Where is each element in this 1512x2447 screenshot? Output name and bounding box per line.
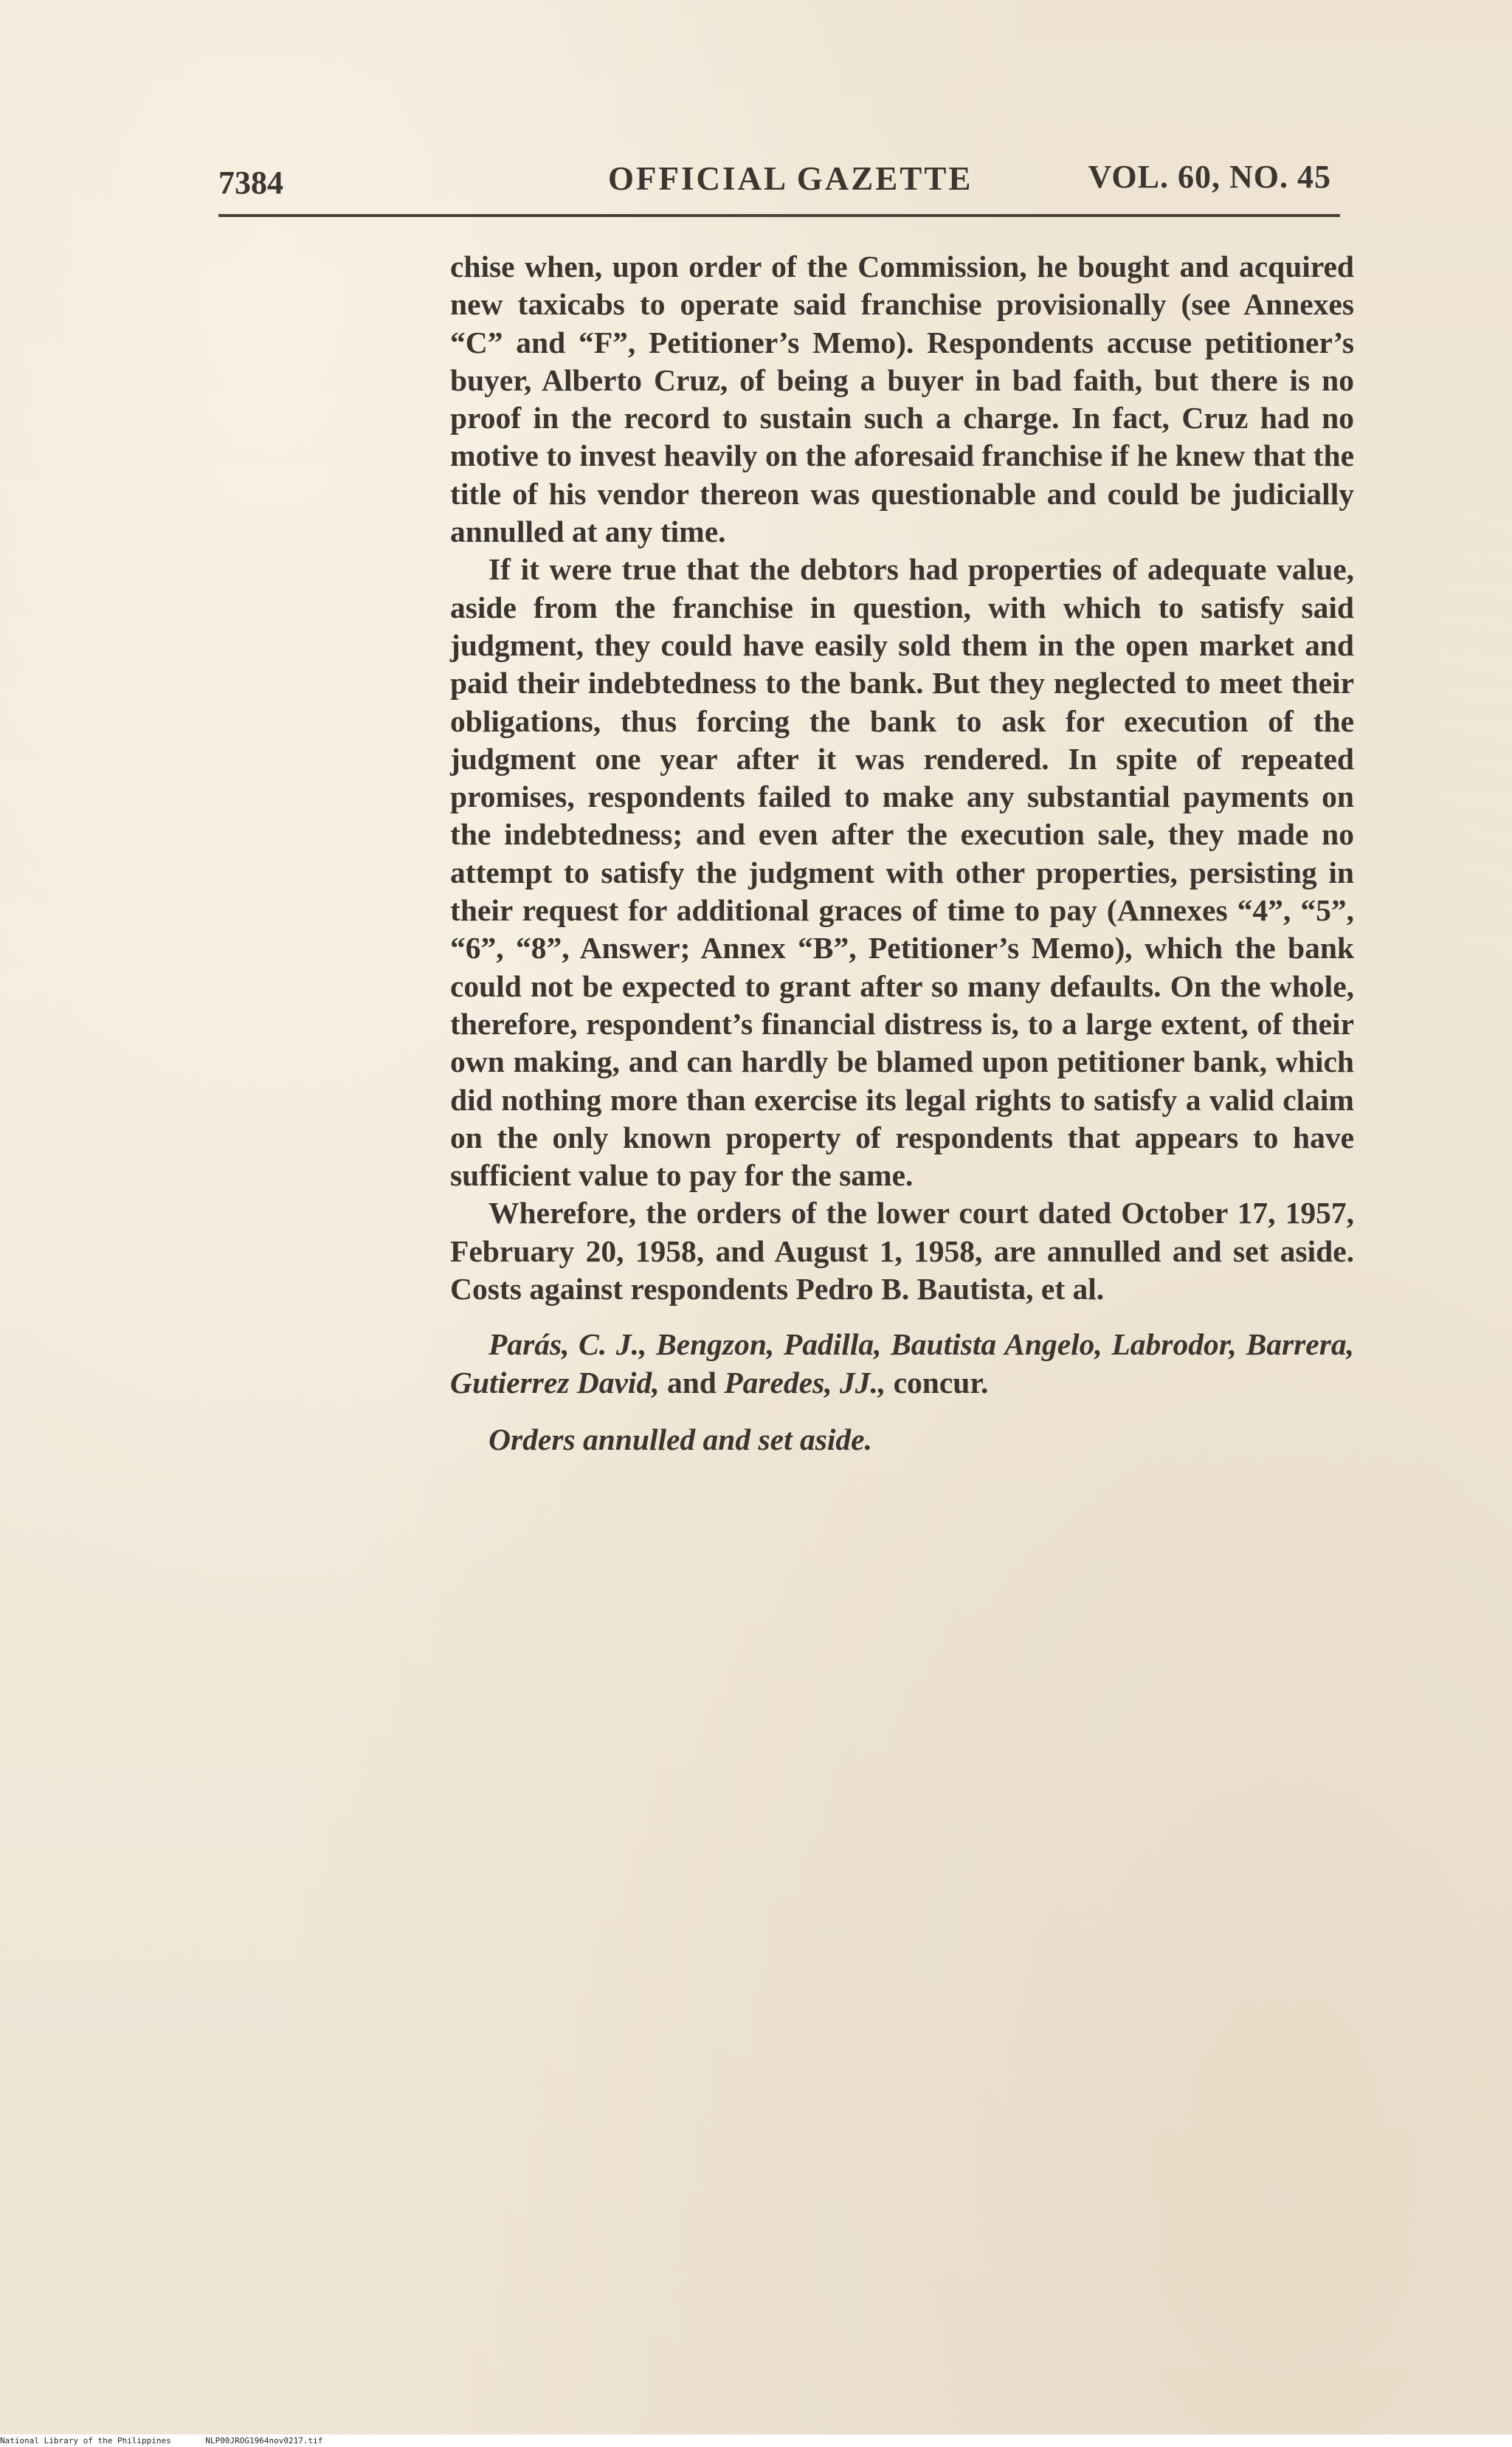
justices-and: and [666,1365,717,1400]
disposition: Orders annulled and set aside. [489,1422,872,1456]
publication-title: OFFICIAL GAZETTE [608,160,973,197]
paragraph-wherefore: Wherefore, the orders of the lower court dated October 17, 1957, February 20, 1958, and August 1, 1958, are annulled and set aside. Costs against respondents Pedro B. Bautista, et al. [450,1196,1354,1307]
library-name: National Library of the Philippines [0,2436,171,2446]
file-id: NLP00JROG1964nov0217.tif [205,2436,323,2446]
justices-concur: concur. [893,1365,989,1400]
decision-text [450,248,1354,1459]
justices-names-2: Paredes, JJ., [724,1365,886,1400]
header-rule [218,214,1340,217]
page-number: 7384 [218,165,283,201]
scan-footer [0,2434,1512,2447]
justices-names-1: Parás, C. J., Bengzon, Padilla, Bautista Angelo, Labrodor, Barrera, Gutierrez David, [450,1327,1354,1400]
volume-number: VOL. 60, NO. 45 [1088,159,1331,195]
page-header [218,156,1331,201]
paragraph-debtors: If it were true that the debtors had properties of adequate value, aside from the franchise in question, with which to satisfy said judgment, they could have easily sold them in the open market and paid their indebtedness to the bank. But they neglected to meet their obligations, thus forcing the bank to ask for execution of the judgment one year after it was rendered. In spite of repeated promises, respondents failed to make any substantial payments on the indebtedness; and even after the execution sale, they made no attempt to satisfy the judgment with other properties, persisting in their request for additional graces of time to pay (Annexes “4”, “5”, “6”, “8”, Answer; Annex “B”, Petitioner’s Memo), which the bank could not be expected to grant after so many defaults. On the whole, therefore, respondent’s financial distress is, to a large extent, of their own making, and can hardly be blamed upon petitioner bank, which did nothing more than exercise its legal rights to satisfy a valid claim on the only known property of respondents that appears to have sufficient value to pay for the same. [450,552,1354,1193]
concurring-justices [450,1326,1354,1402]
paragraph-continuation: chise when, upon order of the Commission, he bought and acquired new taxicabs to operate said franchise provisionally (see Annexes “C” and “F”, Petitioner’s Memo). Respondents accuse petitioner’s buyer, Alberto Cruz, of being a buyer in bad faith, but there is no proof in the record to sustain such a charge. In fact, Cruz had no motive to invest heavily on the aforesaid franchise if he knew that the title of his vendor thereon was questionable and could be judicially annulled at any time. [450,249,1354,549]
